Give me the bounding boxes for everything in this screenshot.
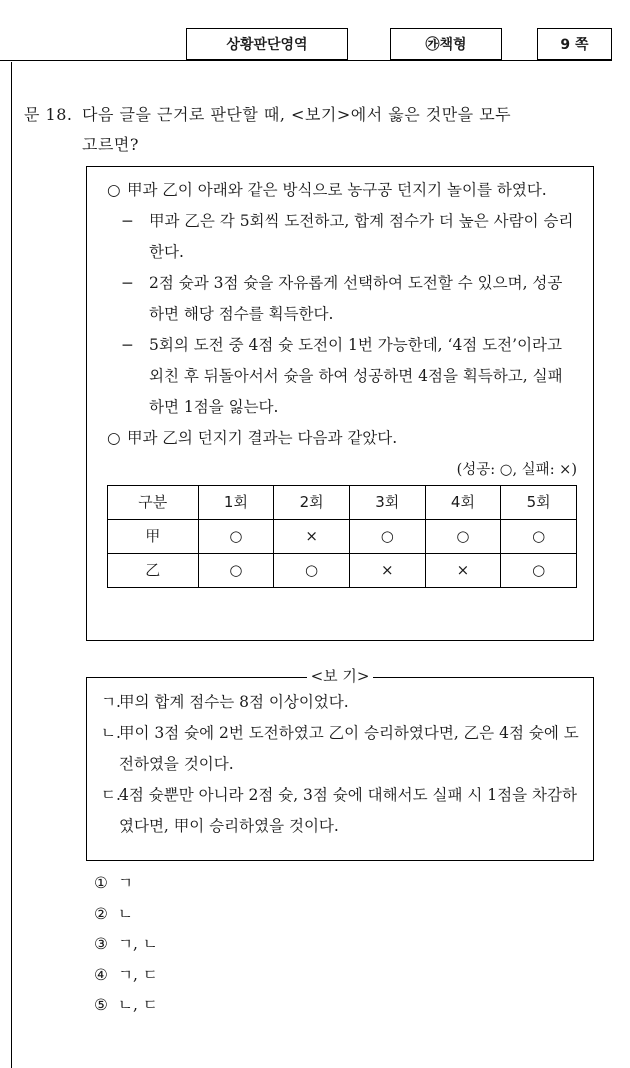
dash-marker: − <box>121 274 134 292</box>
table-cell: 甲 <box>108 520 199 554</box>
table-cell: ○ <box>274 554 350 588</box>
answer-choice-3[interactable] <box>94 929 158 960</box>
results-table <box>107 485 577 588</box>
table-cell: ○ <box>425 520 501 554</box>
table-cell: 乙 <box>108 554 199 588</box>
table-cell: ○ <box>198 520 274 554</box>
table-cell: ○ <box>349 520 425 554</box>
bogi-item <box>101 780 583 842</box>
table-cell: × <box>349 554 425 588</box>
choice-text: ㄱ, ㄷ <box>118 965 158 984</box>
booklet-type-label: ㉮책형 <box>390 28 502 60</box>
choice-text: ㄱ <box>118 874 133 892</box>
bogi-box <box>86 677 594 861</box>
dash-marker: − <box>121 212 134 230</box>
bullet-marker: ○ <box>107 429 121 447</box>
table-header-cell: 3회 <box>349 486 425 520</box>
table-row <box>108 520 577 554</box>
answer-choice-4[interactable] <box>94 960 158 991</box>
bogi-item <box>101 718 583 780</box>
passage-dash-text: 甲과 乙은 각 5회씩 도전하고, 합계 점수가 더 높은 사람이 승리한다. <box>149 212 574 261</box>
bogi-item <box>101 687 583 718</box>
table-header-row <box>108 486 577 520</box>
passage-bullet-text: 甲과 乙의 던지기 결과는 다음과 같았다. <box>127 429 398 447</box>
table-header-cell: 2회 <box>274 486 350 520</box>
bogi-item-text: 甲의 합계 점수는 8점 이상이었다. <box>119 693 349 711</box>
table-legend: (성공: ○, 실패: ×) <box>456 462 577 478</box>
dash-marker: − <box>121 336 134 354</box>
table-header-cell: 구분 <box>108 486 199 520</box>
bogi-item-text: 4점 슛뿐만 아니라 2점 슛, 3점 슛에 대해서도 실패 시 1점을 차감하였다면, 甲이 승리하였을 것이다. <box>119 786 577 835</box>
choice-text: ㄱ, ㄴ <box>118 935 158 953</box>
header-rule <box>0 60 612 61</box>
passage-bullet <box>107 175 577 206</box>
choice-mark: ② <box>94 904 108 923</box>
bullet-marker: ○ <box>107 181 121 199</box>
table-cell: ○ <box>198 554 274 588</box>
answer-choice-1[interactable] <box>94 868 158 899</box>
bogi-item-marker: ㄷ. <box>101 786 121 804</box>
passage-box <box>86 166 594 641</box>
passage-bullet-text: 甲과 乙이 아래와 같은 방식으로 농구공 던지기 놀이를 하였다. <box>127 181 547 199</box>
section-label: 상황판단영역 <box>186 28 348 60</box>
bogi-item-marker: ㄴ. <box>101 724 121 742</box>
question-text-line1: 다음 글을 근거로 판단할 때, <보기>에서 옳은 것만을 모두 <box>82 105 512 124</box>
bogi-item-marker: ㄱ. <box>101 693 121 711</box>
table-cell: ○ <box>501 520 577 554</box>
choice-mark: ③ <box>94 935 108 953</box>
table-cell: × <box>425 554 501 588</box>
choice-mark: ① <box>94 874 108 892</box>
table-row <box>108 554 577 588</box>
passage-dash-text: 2점 슛과 3점 슛을 자유롭게 선택하여 도전할 수 있으며, 성공하면 해당 점수를 획득한다. <box>149 274 563 323</box>
passage-dash-text: 5회의 도전 중 4점 슛 도전이 1번 가능한데, ‘4점 도전’이라고 외친 후 뒤돌아서서 슛을 하여 성공하면 4점을 획득하고, 실패하면 1점을 잃는다. <box>149 336 563 416</box>
bogi-title: <보 기> <box>307 669 374 684</box>
answer-choices <box>94 868 158 1021</box>
choice-mark: ④ <box>94 965 108 984</box>
question-text-line2: 고르면? <box>82 135 139 154</box>
table-cell: × <box>274 520 350 554</box>
passage-dash-item <box>107 206 577 268</box>
passage-dash-item <box>107 330 577 423</box>
question-stem <box>24 100 610 160</box>
table-header-cell: 1회 <box>198 486 274 520</box>
table-header-cell: 4회 <box>425 486 501 520</box>
table-header-cell: 5회 <box>501 486 577 520</box>
page-number: 9 쪽 <box>537 28 612 60</box>
passage-dash-item <box>107 268 577 330</box>
table-cell: ○ <box>501 554 577 588</box>
answer-choice-2[interactable] <box>94 899 158 930</box>
column-rule <box>11 62 12 1068</box>
choice-mark: ⑤ <box>94 996 108 1014</box>
bogi-item-text: 甲이 3점 슛에 2번 도전하였고 乙이 승리하였다면, 乙은 4점 슛에 도전하였을 것이다. <box>119 724 579 773</box>
question-number: 문 18. <box>24 105 73 124</box>
choice-text: ㄴ, ㄷ <box>118 996 158 1014</box>
choice-text: ㄴ <box>118 904 133 923</box>
answer-choice-5[interactable] <box>94 990 158 1021</box>
passage-bullet <box>107 423 577 454</box>
